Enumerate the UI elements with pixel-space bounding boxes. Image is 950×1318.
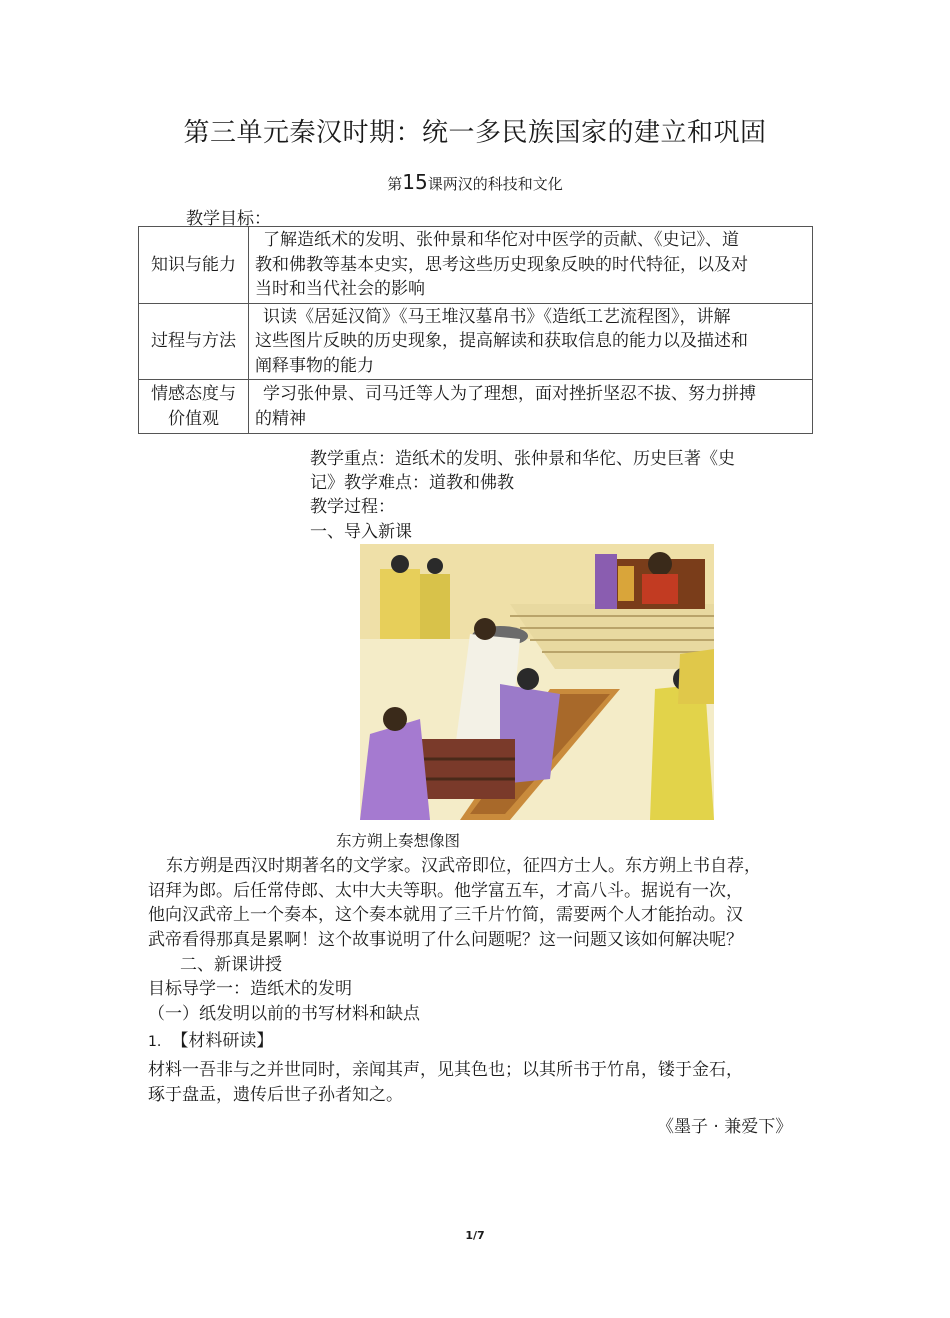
material-source: 《墨子 · 兼爱下》: [657, 1117, 793, 1137]
goal-line: 的精神: [255, 408, 306, 429]
lesson-subtitle: [0, 170, 950, 194]
lesson-number: 15: [402, 170, 428, 194]
goal-category-line: 情感态度与: [151, 384, 236, 404]
goal-category-line: 价值观: [168, 408, 219, 429]
teaching-difficulty: 记》教学难点：道教和佛教: [310, 473, 514, 493]
page-number: 1/7: [465, 1229, 485, 1242]
section-heading: 一、导入新课: [310, 522, 412, 542]
section-heading: 二、新课讲授: [180, 955, 282, 975]
item-number: 1.: [148, 1034, 162, 1050]
goal-content: [249, 303, 813, 380]
court-illustration: [360, 544, 714, 820]
image-caption: 东方朔上奏想像图: [336, 832, 461, 850]
goal-content: [249, 380, 813, 434]
goal-line: 教和佛教等基本史实，思考这些历史现象反映的时代特征，以及对: [255, 254, 748, 275]
material-heading: [148, 1029, 273, 1055]
table-row: [139, 303, 813, 380]
story-paragraph: [148, 854, 838, 952]
table-row: [139, 227, 813, 304]
teaching-goals-table: [138, 226, 813, 434]
goal-line: 阐释事物的能力: [255, 355, 374, 376]
story-line: 武帝看得那真是累啊！这个故事说明了什么问题呢？这一问题又该如何解决呢？: [148, 929, 743, 950]
page-title: 第三单元秦汉时期：统一多民族国家的建立和巩固: [183, 118, 767, 148]
subtitle-prefix: 第: [387, 175, 403, 193]
story-line: 诏拜为郎。后任常侍郎、太中大夫等职。他学富五车，才高八斗。据说有一次，: [148, 880, 743, 901]
story-line: 他向汉武帝上一个奏本，这个奏本就用了三千片竹简，需要两个人才能抬动。汉: [148, 905, 743, 925]
goal-line: 识读《居延汉简》《马王堆汉墓帛书》《造纸工艺流程图》，讲解: [263, 306, 731, 327]
goal-category: 知识与能力: [139, 227, 249, 304]
teaching-process-label: 教学过程：: [310, 497, 395, 517]
goal-line: 当时和当代社会的影响: [255, 279, 425, 299]
subtitle-suffix: 课两汉的科技和文化: [427, 175, 563, 193]
goal-line: 了解造纸术的发明、张仲景和华佗对中医学的贡献、《史记》、道: [263, 230, 739, 250]
goal-content: [249, 227, 813, 304]
subsection-heading: （一）纸发明以前的书写材料和缺点: [148, 1004, 420, 1024]
teaching-focus: 教学重点：造纸术的发明、张仲景和华佗、历史巨著《史: [310, 449, 735, 469]
goal-category: [139, 380, 249, 434]
goal-line: 学习张仲景、司马迁等人为了理想，面对挫折坚忍不拔、努力拼搏: [263, 384, 756, 404]
material-text: 琢于盘盂，遗传后世子孙者知之。: [148, 1085, 403, 1105]
story-line: 东方朔是西汉时期著名的文学家。汉武帝即位，征四方士人。东方朔上书自荐，: [166, 856, 761, 876]
goal-line: 这些图片反映的历史现象，提高解读和获取信息的能力以及描述和: [255, 331, 748, 351]
goal-category: 过程与方法: [139, 303, 249, 380]
table-row: [139, 380, 813, 434]
teaching-goals-label: 教学目标：: [186, 209, 271, 229]
item-label: 【材料研读】: [171, 1031, 274, 1051]
target-heading: 目标导学一：造纸术的发明: [148, 979, 352, 999]
material-text: 材料一吾非与之并世同时，亲闻其声，见其色也；以其所书于竹帛，镂于金石，: [148, 1060, 743, 1080]
